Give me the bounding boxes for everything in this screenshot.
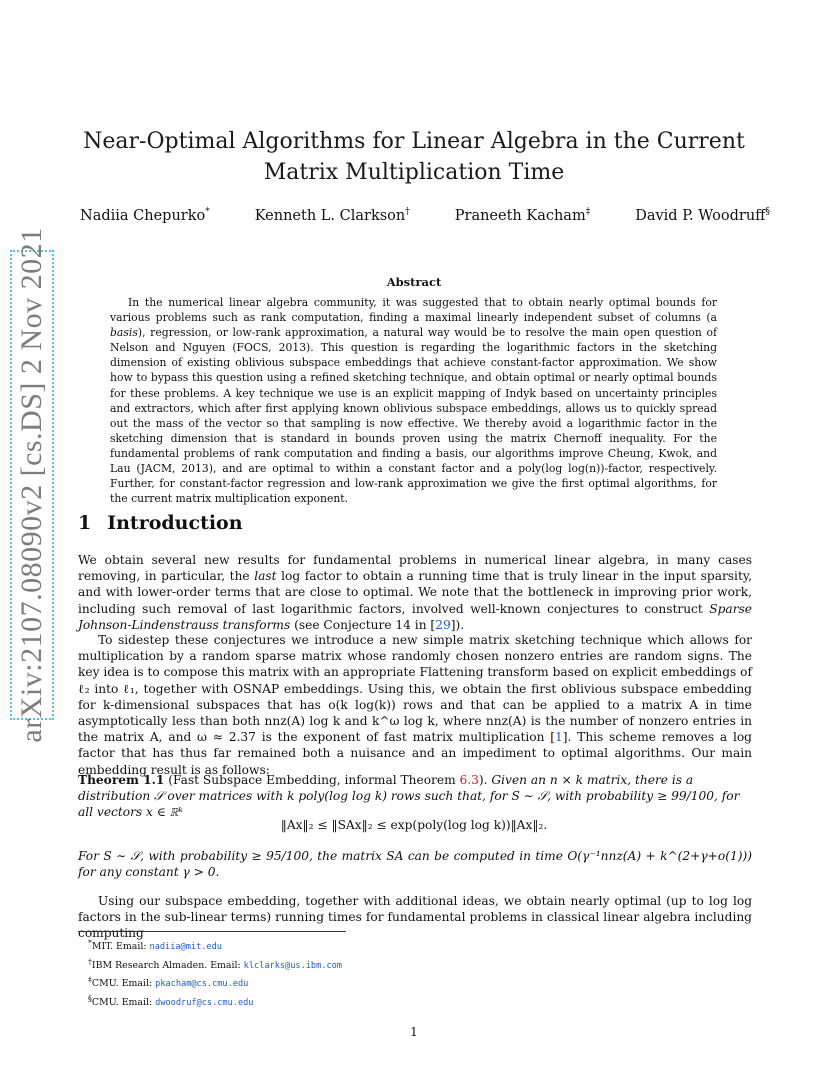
author-list — [80, 207, 770, 224]
footnote-1: *MIT. Email: nadiia@mit.edu — [88, 938, 222, 953]
title-line-2: Matrix Multiplication Time — [263, 160, 565, 185]
title-line-1: Near-Optimal Algorithms for Linear Algebra in the Current — [83, 129, 745, 154]
email-link[interactable]: nadiia@mit.edu — [149, 942, 222, 953]
email-link[interactable]: dwoodruf@cs.cmu.edu — [155, 997, 254, 1008]
email-link[interactable]: pkacham@cs.cmu.edu — [155, 979, 249, 990]
theorem-reference-link[interactable]: 6.3 — [459, 773, 479, 787]
theorem-statement: Theorem 1.1 (Fast Subspace Embedding, informal Theorem 6.3). Given an n × k matrix, there is a distribution 𝒮 over matrices with k poly(log log k) rows such that, for S ∼ 𝒮, with probability ≥ 99/100, for all vectors x ∈ ℝᵏ — [78, 773, 740, 820]
theorem-continuation: For S ∼ 𝒮, with probability ≥ 95/100, the matrix SA can be computed in time O(γ⁻¹nnz(A) + k^(2+γ+o(1))) for any constant γ > 0. — [78, 849, 752, 880]
display-equation: ‖Ax‖₂ ≤ ‖SAx‖₂ ≤ exp(poly(log log k))‖Ax‖₂. — [280, 818, 548, 832]
footnote-rule — [78, 931, 346, 932]
citation-link[interactable]: 29 — [435, 617, 451, 632]
section-heading — [78, 512, 243, 534]
footnotes — [88, 936, 342, 1010]
intro-paragraph-2: To sidestep these conjectures we introduce a new simple matrix sketching technique which allows for multiplication by a random sparse matrix whose randomly chosen nonzero entries are random signs. The key idea is to compose this matrix with an appropriate Flattening transform based on explicit embeddings of ℓ₂ into ℓ₁, together with OSNAP embeddings. Using this, we obtain the first oblivious subspace embedding for k-dimensional subspaces that has o(k log(k)) rows and that can be applied to a matrix A in time asymptotically less than both nnz(A) log k and k^ω log k, where nnz(A) is the number of nonzero entries in the matrix A, and ω ≈ 2.37 is the exponent of fast matrix multiplication [1]. This scheme removes a log factor that has thus far remained both a nuisance and an impediment to optimal algorithms. Our main embedding result is as follows: — [78, 633, 752, 777]
arxiv-identifier-stamp: arXiv:2107.08090v2 [cs.DS] 2 Nov 2021 — [10, 250, 54, 720]
abstract-body: In the numerical linear algebra community, it was suggested that to obtain nearly optimal bounds for various problems such as rank computation, finding a maximal linearly independent subset of columns (a basis), regression, or low-rank approximation, a natural way would be to resolve the main open question of Nelson and Nguyen (FOCS, 2013). This question is regarding the logarithmic factors in the sketching dimension of existing oblivious subspace embeddings that achieve constant-factor approximation. We show how to bypass this question using a refined sketching technique, and obtain optimal or nearly optimal bounds for these problems. A key technique we use is an explicit mapping of Indyk based on uncertainty principles and extractors, which after first applying known oblivious subspace embeddings, allows us to quickly spread out the mass of the vector so that sampling is now effective. We thereby avoid a logarithmic factor in the sketching dimension that is standard in bounds proven using the matrix Chernoff inequality. For the fundamental problems of rank computation and finding a basis, our algorithms improve Cheung, Kwok, and Lau (JACM, 2013), and are optimal to within a constant factor and a poly(log log(n))-factor, respectively. Further, for constant-factor regression and low-rank approximation we give the first optimal algorithms, for the current matrix multiplication exponent. — [110, 296, 717, 506]
author-4: David P. Woodruff§ — [635, 207, 770, 224]
theorem-label: Theorem 1.1 — [78, 773, 165, 787]
author-2: Kenneth L. Clarkson† — [254, 207, 410, 224]
section-number: 1 — [78, 512, 92, 534]
citation-link[interactable]: 1 — [555, 730, 563, 745]
paper-title — [60, 126, 768, 188]
author-1: Nadiia Chepurko* — [80, 207, 210, 224]
intro-paragraph-1: We obtain several new results for fundamental problems in numerical linear algebra, in many cases removing, in particular, the last log factor to obtain a running time that is truly linear in the input sparsity, and with lower-order terms that are close to optimal. We note that the bottleneck in improving prior work, including such removal of last logarithmic factors, involved well-known conjectures to construct Sparse Johnson-Lindenstrauss transforms (see Conjecture 14 in [29]). — [78, 553, 752, 632]
email-link[interactable]: klclarks@us.ibm.com — [243, 960, 342, 971]
section-title: Introduction — [107, 512, 243, 534]
footnote-4: §CMU. Email: dwoodruf@cs.cmu.edu — [88, 993, 254, 1008]
footnote-2: †IBM Research Almaden. Email: klclarks@us.ibm.com — [88, 956, 342, 971]
page-number: 1 — [410, 1025, 418, 1039]
footnote-3: ‡CMU. Email: pkacham@cs.cmu.edu — [88, 975, 249, 990]
intro-paragraph-3: Using our subspace embedding, together with additional ideas, we obtain nearly optimal (up to log log factors in the sub-linear terms) running times for fundamental problems in classical linear algebra including computing — [78, 894, 752, 941]
author-3: Praneeth Kacham‡ — [454, 207, 591, 224]
abstract-heading: Abstract — [386, 275, 442, 289]
